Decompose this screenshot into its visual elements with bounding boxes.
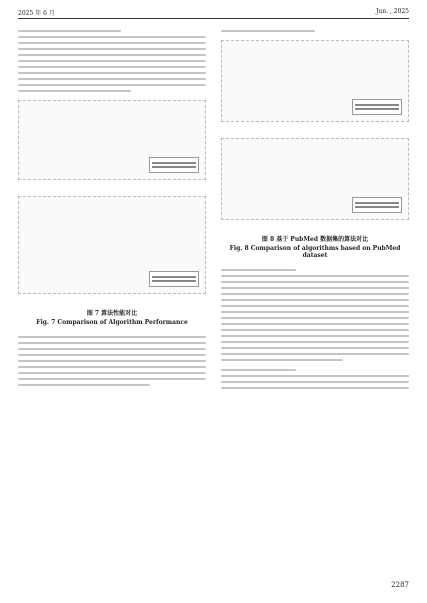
header-date: 2025 年 6 月 xyxy=(18,10,55,17)
text-block xyxy=(221,30,409,32)
chart-legend xyxy=(149,271,199,287)
subfigure-caption xyxy=(18,298,206,304)
subfigure-caption xyxy=(18,184,206,190)
figure-caption: 图 7 算法性能对比 xyxy=(86,310,138,317)
chart-placeholder xyxy=(221,138,409,220)
header-date-en: Jun. , 2025 xyxy=(375,8,409,15)
chart-placeholder xyxy=(221,40,409,122)
chart-legend xyxy=(149,157,199,173)
text-block xyxy=(18,30,206,92)
figure-caption-en: Fig. 8 Comparison of algorithms based on PubMed dataset xyxy=(229,245,401,259)
chart-placeholder xyxy=(18,196,206,294)
chart-legend xyxy=(352,99,402,115)
page-header xyxy=(18,6,409,19)
text-block xyxy=(221,369,409,389)
text-block xyxy=(18,336,206,386)
right-column xyxy=(221,30,409,397)
figure-caption: 图 8 基于 PubMed 数据集的算法对比 xyxy=(261,236,369,243)
page-number: 2287 xyxy=(391,581,409,589)
text-block xyxy=(221,269,409,361)
figure-caption-en: Fig. 7 Comparison of Algorithm Performance xyxy=(36,319,188,326)
chart-placeholder xyxy=(18,100,206,180)
subfigure-caption xyxy=(221,126,409,132)
chart-legend xyxy=(352,197,402,213)
left-column xyxy=(18,30,206,394)
subfigure-caption xyxy=(221,224,409,230)
